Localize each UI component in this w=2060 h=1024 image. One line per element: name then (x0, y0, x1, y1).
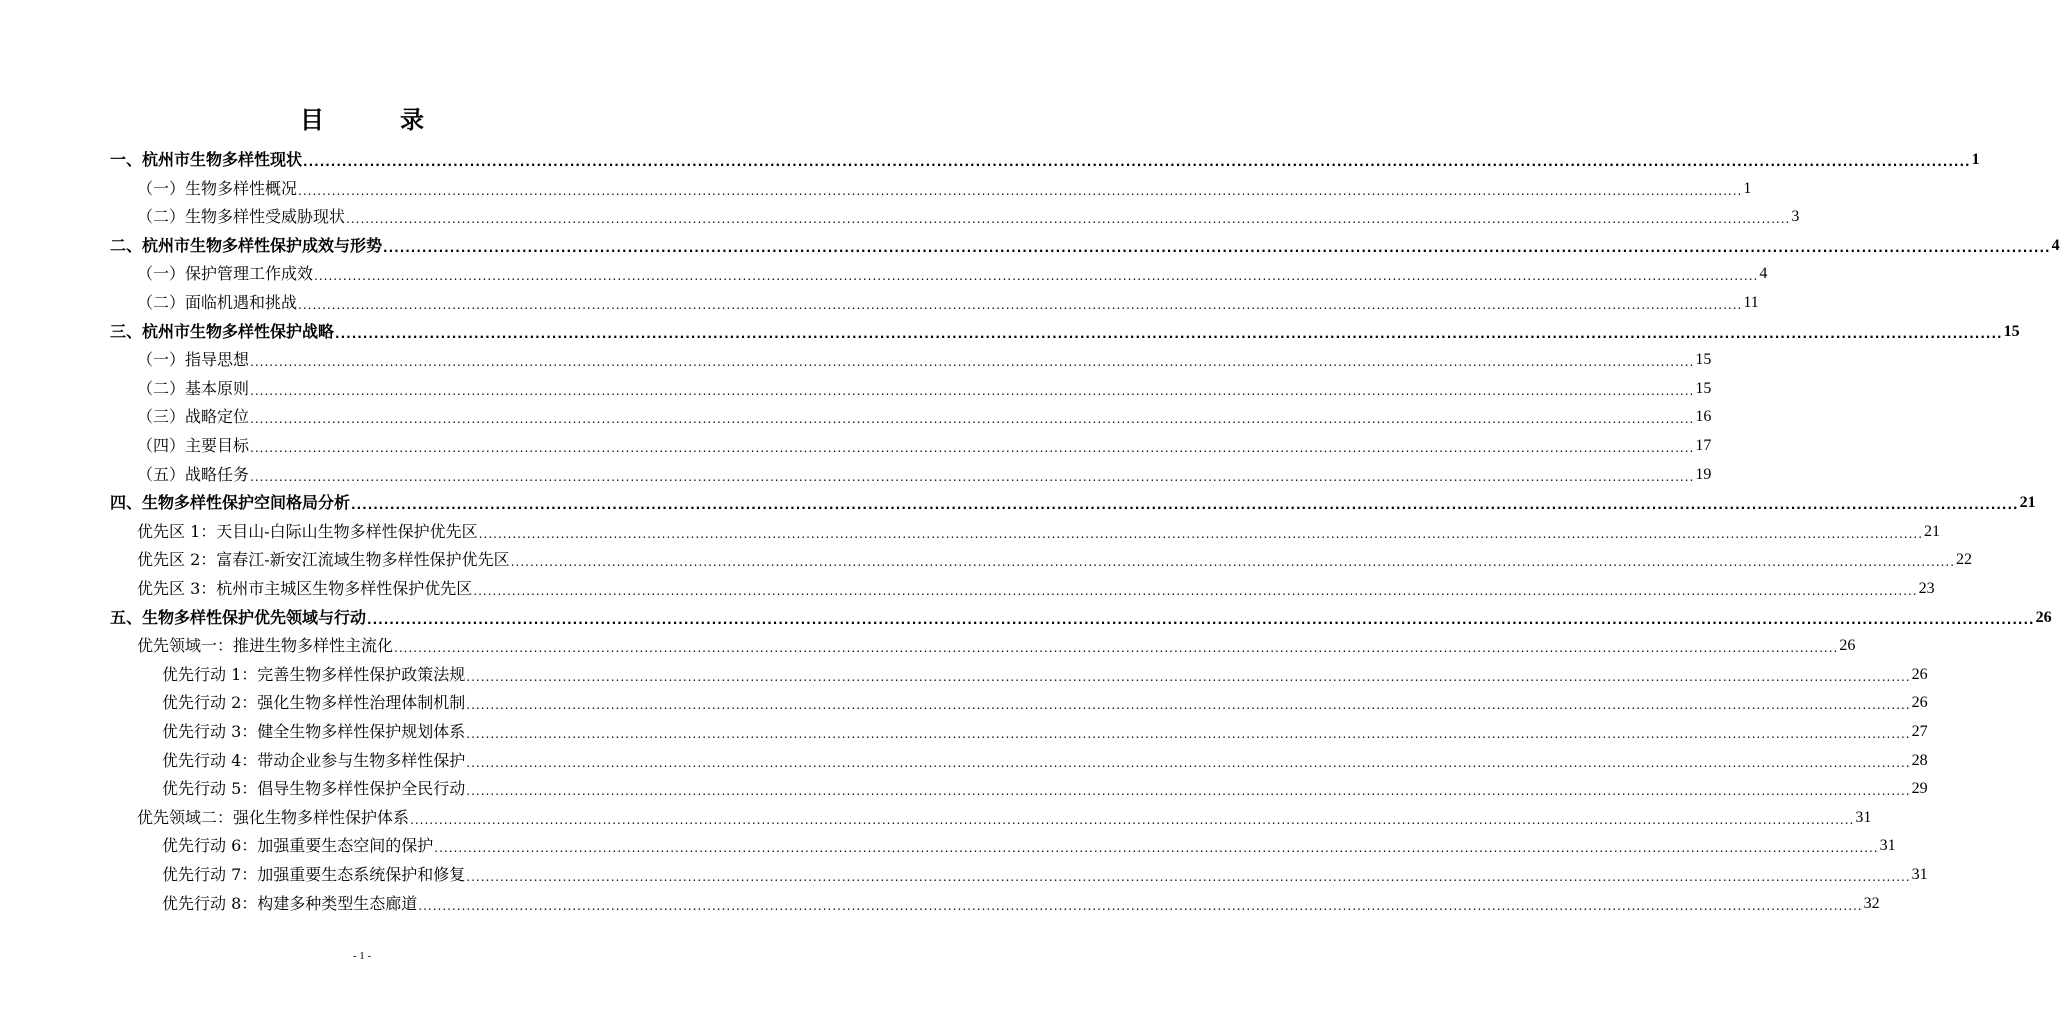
toc-leader-dots: ............................................................................................................................................................................................................................................................................................................ (383, 240, 2051, 255)
toc-entry-label: 优先区 3：杭州市主城区生物多样性保护优先区 (137, 579, 473, 598)
toc-leader-dots: ............................................................................................................................................................................................................................................................................................................ (466, 698, 1911, 713)
toc-entry-page: 16 (1695, 408, 1712, 426)
toc-entry-label: 优先行动 1：完善生物多样性保护政策法规 (162, 664, 466, 684)
toc-leader-dots: ............................................................................................................................................................................................................................................................................................................ (250, 355, 1695, 370)
toc-entry-label: （一）保护管理工作成效 (137, 264, 314, 284)
toc-entry-label: 五、生物多样性保护优先领域与行动 (110, 607, 367, 627)
toc-entry-page: 4 (2051, 236, 2060, 254)
toc-leader-dots: ............................................................................................................................................................................................................................................................................................................ (434, 841, 1879, 856)
toc-entry-page: 15 (2003, 322, 2020, 340)
toc-leader-dots: ............................................................................................................................................................................................................................................................................................................ (510, 555, 1956, 570)
toc-entry-label: （五）战略任务 (137, 464, 250, 484)
toc-entry-label: 优先区 1：天目山-白际山生物多样性保护优先区 (137, 521, 478, 541)
toc-entry[interactable] (162, 658, 1928, 686)
toc-leader-dots: ............................................................................................................................................................................................................................................................................................................ (298, 298, 1743, 312)
toc-leader-dots: ............................................................................................................................................................................................................................................................................................................ (466, 784, 1911, 799)
toc-entry[interactable] (137, 429, 1712, 457)
toc-entry[interactable] (137, 458, 1712, 486)
toc-entry[interactable] (110, 601, 2052, 629)
toc-leader-dots: ............................................................................................................................................................................................................................................................................................................ (367, 612, 2035, 627)
toc-entry-page: 19 (1695, 465, 1712, 483)
toc-entry[interactable] (162, 744, 1928, 772)
toc-entry[interactable] (137, 257, 1768, 285)
toc-entry[interactable] (137, 172, 1752, 200)
toc-leader-dots: ............................................................................................................................................................................................................................................................................................................ (466, 669, 1911, 684)
toc-entry-label: 优先行动 2：强化生物多样性治理体制机制 (162, 693, 466, 713)
toc-entry-page: 1 (1971, 151, 1980, 168)
toc-entry-page: 27 (1911, 723, 1928, 740)
toc-leader-dots: ............................................................................................................................................................................................................................................................................................................ (418, 898, 1863, 913)
toc-entry-label: 四、生物多样性保护空间格局分析 (110, 493, 351, 513)
toc-entry[interactable] (162, 887, 1880, 915)
toc-entry[interactable] (137, 343, 1712, 371)
toc-entry-label: （四）主要目标 (137, 436, 250, 455)
toc-entry[interactable] (137, 200, 1800, 228)
toc-entry-page: 22 (1956, 551, 1973, 569)
toc-entry-label: 优先区 2：富春江-新安江流域生物多样性保护优先区 (137, 550, 510, 570)
page-number-footer: - 1 - (352, 950, 372, 962)
toc-entry-label: 二、杭州市生物多样性保护成效与形势 (110, 235, 383, 255)
toc-entry[interactable] (137, 629, 1856, 657)
toc-entry-label: 优先领域二：强化生物多样性保护体系 (137, 807, 410, 827)
toc-leader-dots: ............................................................................................................................................................................................................................................................................................................ (478, 526, 1924, 541)
toc-entry[interactable] (137, 515, 1941, 543)
toc-entry[interactable] (137, 372, 1712, 400)
toc-entry-page: 31 (1879, 837, 1896, 855)
toc-entry[interactable] (137, 801, 1872, 829)
toc-entry-page: 15 (1695, 351, 1712, 369)
toc-entry-label: （二）面临机遇和挑战 (137, 293, 298, 312)
toc-entry-page: 21 (1924, 522, 1941, 540)
toc-entry-page: 32 (1863, 894, 1880, 912)
toc-entry-page: 17 (1695, 437, 1712, 454)
toc-leader-dots: ............................................................................................................................................................................................................................................................................................................ (466, 727, 1911, 741)
toc-entry-label: （二）基本原则 (137, 378, 250, 398)
toc-leader-dots: ............................................................................................................................................................................................................................................................................................................ (351, 498, 2019, 513)
toc-entry-page: 26 (2035, 608, 2052, 626)
toc-entry-label: 优先行动 7：加强重要生态系统保护和修复 (162, 865, 466, 884)
toc-leader-dots: ............................................................................................................................................................................................................................................................................................................ (250, 469, 1695, 484)
toc-entry-label: 优先行动 6：加强重要生态空间的保护 (162, 836, 434, 856)
toc-entry[interactable] (110, 486, 2036, 514)
toc-entry[interactable] (162, 715, 1928, 743)
toc-entry-label: 优先行动 8：构建多种类型生态廊道 (162, 893, 418, 913)
toc-entry-page: 1 (1743, 179, 1752, 197)
toc-entry-page: 31 (1855, 808, 1872, 826)
toc-leader-dots: ............................................................................................................................................................................................................................................................................................................ (394, 641, 1839, 656)
toc-leader-dots: ............................................................................................................................................................................................................................................................................................................ (250, 412, 1695, 427)
toc-leader-dots: ............................................................................................................................................................................................................................................................................................................ (410, 812, 1855, 827)
toc-entry[interactable] (162, 858, 1928, 886)
toc-entry-label: 优先领域一：推进生物多样性主流化 (137, 636, 394, 656)
toc-entry-page: 26 (1839, 637, 1856, 655)
toc-leader-dots: ............................................................................................................................................................................................................................................................................................................ (466, 755, 1911, 770)
toc-entry-page: 21 (2019, 494, 2036, 512)
toc-entry[interactable] (137, 286, 1759, 314)
toc-entry-label: （二）生物多样性受威胁现状 (137, 207, 346, 227)
toc-entry[interactable] (110, 315, 2020, 343)
toc-leader-dots: ............................................................................................................................................................................................................................................................................................................ (466, 870, 1911, 884)
toc-entry-label: （三）战略定位 (137, 407, 250, 427)
toc-entry[interactable] (110, 229, 2060, 257)
toc-entry[interactable] (137, 543, 1973, 571)
toc-entry-label: 优先行动 4：带动企业参与生物多样性保护 (162, 750, 466, 770)
toc-leader-dots: ............................................................................................................................................................................................................................................................................................................ (250, 441, 1695, 455)
toc-entry[interactable] (137, 572, 1935, 600)
toc-entry-page: 26 (1911, 694, 1928, 712)
toc-entry-page: 31 (1911, 866, 1928, 883)
toc-leader-dots: ............................................................................................................................................................................................................................................................................................................ (346, 212, 1791, 227)
toc-leader-dots: ............................................................................................................................................................................................................................................................................................................ (303, 155, 1971, 169)
toc-entry-label: （一）生物多样性概况 (137, 178, 298, 198)
toc-entry-page: 28 (1911, 751, 1928, 769)
toc-entry-label: 优先行动 5：倡导生物多样性保护全民行动 (162, 779, 466, 799)
toc-entry[interactable] (162, 829, 1896, 857)
toc-entry-label: 一、杭州市生物多样性现状 (110, 150, 303, 169)
toc-entry-page: 3 (1791, 208, 1800, 226)
toc-leader-dots: ............................................................................................................................................................................................................................................................................................................ (473, 584, 1918, 598)
toc-entry-label: （一）指导思想 (137, 350, 250, 370)
toc-leader-dots: ............................................................................................................................................................................................................................................................................................................ (250, 383, 1695, 398)
toc-entry-page: 11 (1743, 294, 1759, 311)
toc-entry[interactable] (137, 400, 1712, 428)
toc-entry-page: 26 (1911, 665, 1928, 683)
toc-title: 目 录 (300, 106, 450, 134)
toc-leader-dots: ............................................................................................................................................................................................................................................................................................................ (298, 183, 1743, 198)
toc-entry-label: 优先行动 3：健全生物多样性保护规划体系 (162, 722, 466, 741)
toc-entry-page: 29 (1911, 780, 1928, 798)
toc-entry[interactable] (110, 143, 1980, 171)
toc-entry-label: 三、杭州市生物多样性保护战略 (110, 321, 335, 341)
toc-leader-dots: ............................................................................................................................................................................................................................................................................................................ (335, 326, 2003, 341)
toc-entry[interactable] (162, 772, 1928, 800)
toc-entry[interactable] (162, 686, 1928, 714)
toc-entry-page: 23 (1918, 580, 1935, 597)
toc-entry-page: 4 (1759, 265, 1768, 283)
toc-leader-dots: ............................................................................................................................................................................................................................................................................................................ (314, 269, 1759, 284)
toc-entry-page: 15 (1695, 379, 1712, 397)
